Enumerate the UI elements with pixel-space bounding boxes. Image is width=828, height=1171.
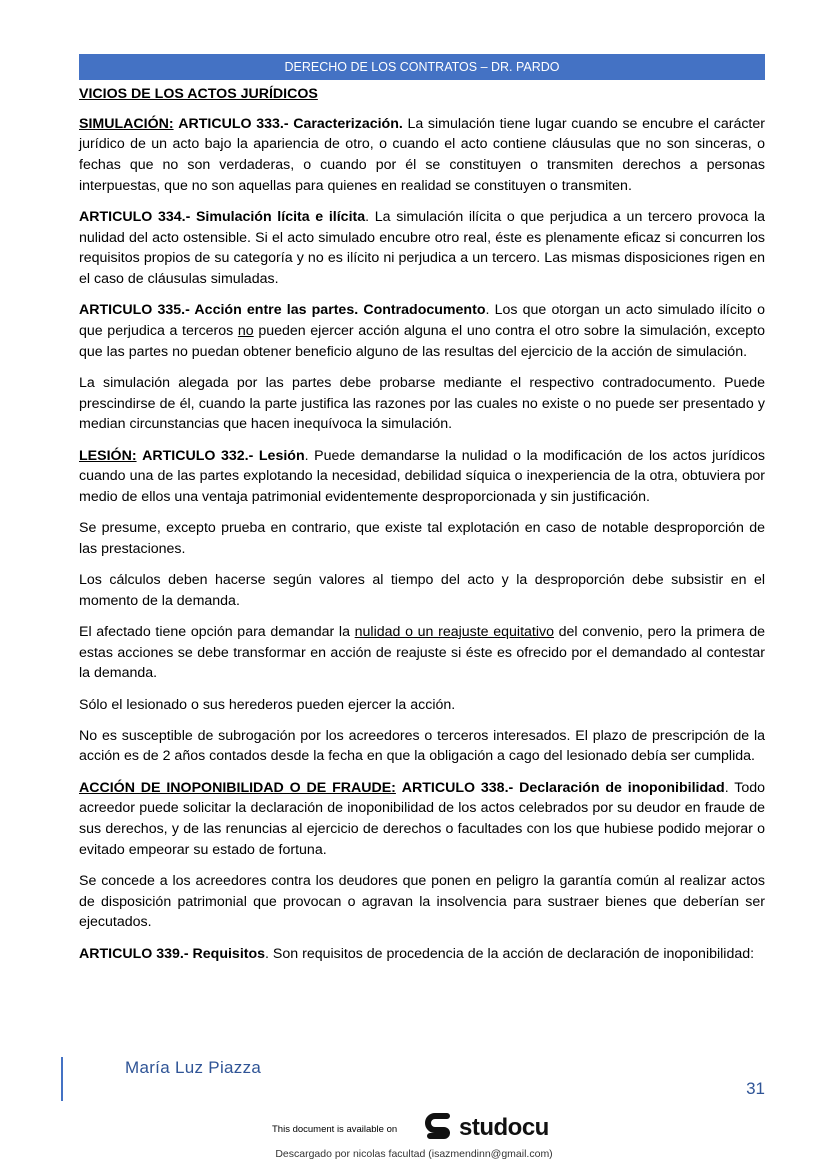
paragraph-afectado: El afectado tiene opción para demandar la nulidad o un reajuste equitativo del convenio, pero la primera de estas acciones se debe transformar en acción de reajuste si éste es ofrecido por el demandado al contestar la demanda. xyxy=(79,623,765,682)
section-label: LESIÓN: xyxy=(79,447,137,464)
paragraph-art-334: ARTICULO 334.- Simulación lícita e ilícita. La simulación ilícita o que perjudica a un tercero provoca la nulidad del acto ostensible. Si el acto simulado encubre otro real, éste es plenamente eficaz si concurren los requisitos propios de su categoría y no es ilícito ni perjudica a un tercero. Las mismas disposiciones rigen en el caso de cláusulas simuladas. xyxy=(79,209,765,288)
page-number: 31 xyxy=(746,1079,765,1098)
document-header xyxy=(79,54,765,80)
section-label: ACCIÓN DE INOPONIBILIDAD O DE FRAUDE: xyxy=(79,779,396,796)
document-body xyxy=(79,84,765,975)
paragraph-lesion: LESIÓN: ARTICULO 332.- Lesión. Puede demandarse la nulidad o la modificación de los actos jurídicos cuando una de las partes explotando la necesidad, debilidad síquica o inexperiencia de la otra, obtuviera por medio de ellos una ventaja patrimonial evidentemente desproporcionada y sin justificación. xyxy=(79,447,765,505)
paragraph-calculos: Los cálculos deben hacerse según valores al tiempo del acto y la desproporción debe subsistir en el momento de la demanda. xyxy=(79,572,765,609)
article-heading: ARTICULO 334.- Simulación lícita e ilícita xyxy=(79,209,366,226)
availability-note: This document is available on xyxy=(272,1124,398,1135)
paragraph-lesionado: Sólo el lesionado o sus herederos pueden ejercer la acción. xyxy=(79,696,456,713)
paragraph-contradocumento: La simulación alegada por las partes debe probarse mediante el respectivo contradocumento. Puede prescindirse de él, cuando la parte justifica las razones por las cuales no existe o no puede ser presentado y median circunstancias que hacen inequívoca la simulación. xyxy=(79,374,765,433)
article-heading: ARTICULO 332.- Lesión xyxy=(142,447,305,464)
header-title: DERECHO DE LOS CONTRATOS – DR. PARDO xyxy=(284,60,560,74)
section-label: SIMULACIÓN: xyxy=(79,115,174,132)
section-title: VICIOS DE LOS ACTOS JURÍDICOS xyxy=(79,86,318,102)
studocu-logo[interactable] xyxy=(425,1112,549,1144)
paragraph-inoponibilidad: ACCIÓN DE INOPONIBILIDAD O DE FRAUDE: ARTICULO 338.- Declaración de inoponibilidad. Todo acreedor puede solicitar la declaración de inoponibilidad de los actos celebrados por su deudor en fraude de sus derechos, y de las renuncias al ejercicio de derechos o facultades con los que hubiese podido mejorar o evitado empeorar su estado de fortuna. xyxy=(79,779,765,858)
article-heading: ARTICULO 339.- Requisitos xyxy=(79,945,266,962)
paragraph-art-335: ARTICULO 335.- Acción entre las partes. Contradocumento. Los que otorgan un acto simulado ilícito o que perjudica a terceros no pueden ejercer acción alguna el uno contra el otro sobre la simulación, excepto que las partes no puedan obtener beneficio alguno de las resultas del ejercicio de la acción de simulación. xyxy=(79,302,766,360)
paragraph-presuncion: Se presume, excepto prueba en contrario, que existe tal explotación en caso de notable desproporción de las prestaciones. xyxy=(79,520,765,557)
download-note: Descargado por nicolas facultad (isazmendinn@gmail.com) xyxy=(275,1148,553,1160)
paragraph-art-339: ARTICULO 339.- Requisitos. Son requisitos de procedencia de la acción de declaración de inoponibilidad: xyxy=(79,945,755,962)
footer-divider xyxy=(61,1057,63,1101)
paragraph-simulacion: SIMULACIÓN: ARTICULO 333.- Caracterización. La simulación tiene lugar cuando se encubre el carácter jurídico de un acto bajo la apariencia de otro, o cuando el acto contiene cláusulas que no son sinceras, o fechas que no son verdaderas, o cuando por él se constituyen o transmiten derechos a personas interpuestas, que no son aquellas para quienes en realidad se constituyen o transmiten. xyxy=(79,115,765,194)
article-heading: ARTICULO 335.- Acción entre las partes. Contradocumento xyxy=(79,302,486,319)
studocu-logo-icon xyxy=(425,1112,455,1144)
article-heading: ARTICULO 333.- Caracterización. xyxy=(178,115,403,132)
paragraph-prescripcion: No es susceptible de subrogación por los acreedores o terceros interesados. El plazo de prescripción de la acción es de 2 años contados desde la fecha en que la obligación a cago del lesionado debía ser cumplida. xyxy=(79,727,765,765)
author-name: María Luz Piazza xyxy=(125,1058,262,1077)
article-heading: ARTICULO 338.- Declaración de inoponibilidad xyxy=(401,779,725,796)
paragraph-acreedores: Se concede a los acreedores contra los deudores que ponen en peligro la garantía común al realizar actos de disposición patrimonial que provocan o agravan la insolvencia para sustraer bienes que deberían ser ejecutados. xyxy=(79,873,765,931)
studocu-brand: studocu xyxy=(459,1114,549,1141)
